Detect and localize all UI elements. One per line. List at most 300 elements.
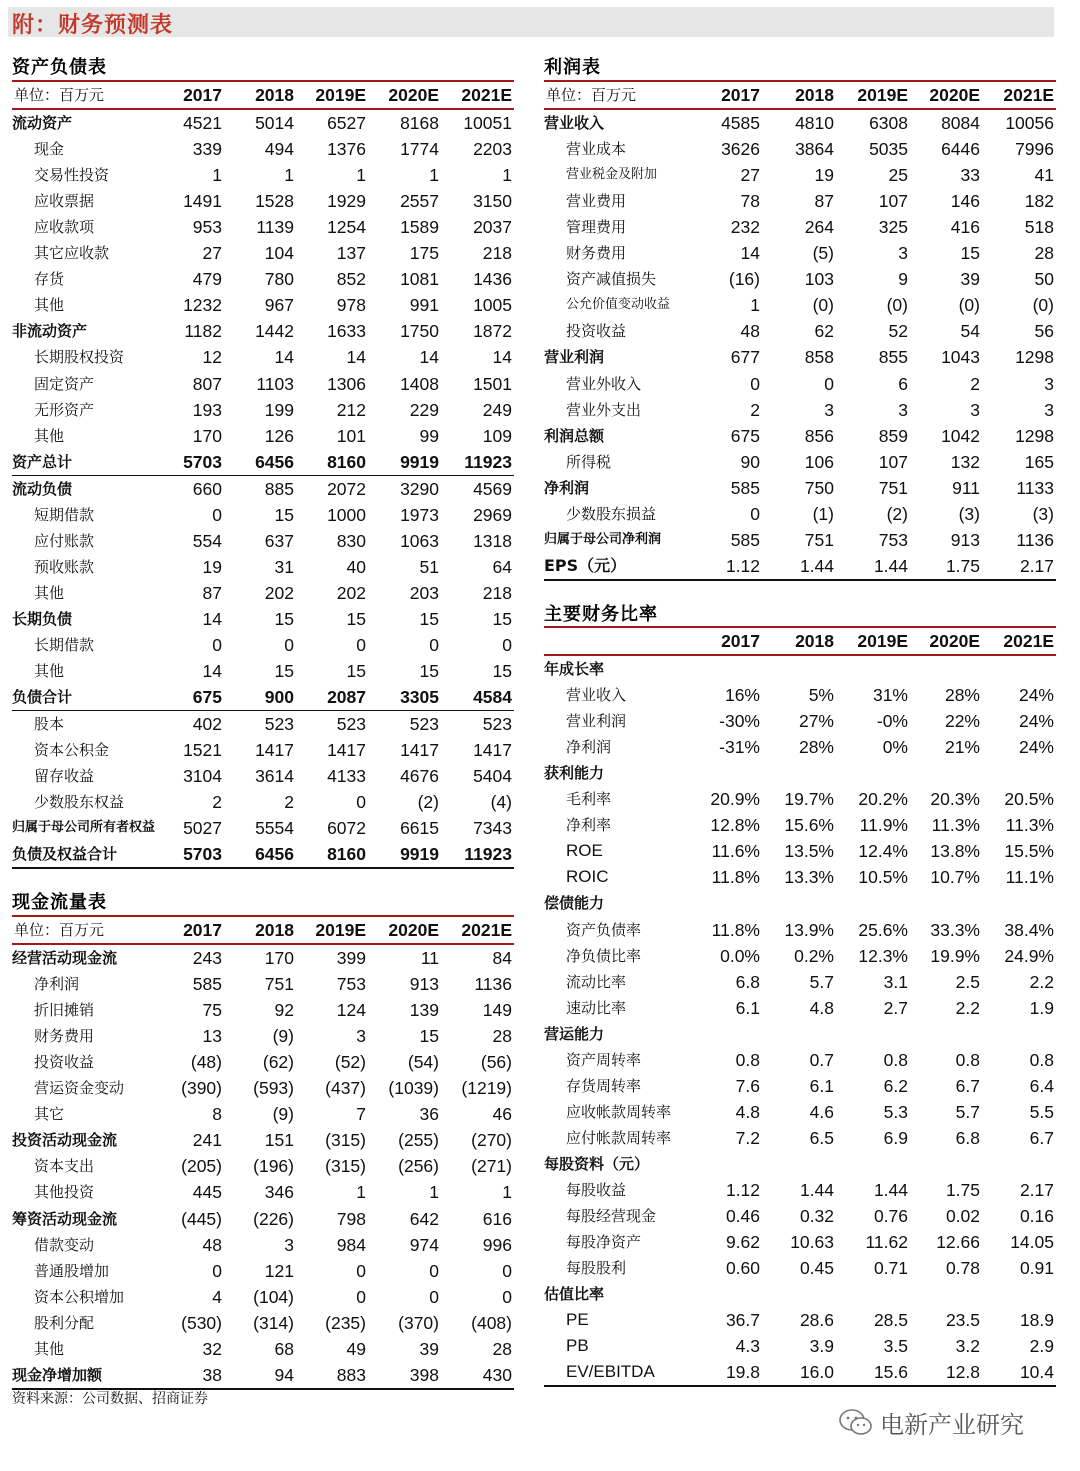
row-value: 1298: [1015, 347, 1054, 368]
row-value: 11.8%: [711, 919, 760, 940]
row-value: 12.3%: [858, 945, 908, 966]
header-year: 2021E: [1003, 85, 1054, 105]
row-value: 0.8: [883, 1049, 908, 1070]
row-label: 资本支出: [34, 1157, 95, 1176]
row-value: 1.44: [873, 1179, 908, 1200]
row-value: 14: [492, 347, 512, 368]
table-row: [544, 812, 1056, 838]
row-value: 24%: [1018, 685, 1054, 706]
header-year: 2017: [183, 85, 222, 105]
row-value: 6456: [255, 451, 294, 472]
row-value: (16): [728, 269, 760, 290]
row-label: 流动负债: [12, 479, 73, 498]
row-value: 1306: [327, 373, 366, 394]
table-row: [12, 737, 514, 763]
row-value: 1: [429, 1182, 439, 1203]
row-label: 营业利润: [544, 348, 605, 367]
table-row: [12, 632, 514, 658]
row-value: (196): [253, 1156, 294, 1177]
row-value: 8160: [327, 451, 366, 472]
row-value: 36.7: [725, 1310, 760, 1331]
row-value: (48): [190, 1052, 222, 1073]
row-value: (2): [886, 503, 908, 524]
row-label: 折旧摊销: [34, 1001, 95, 1020]
row-label: 营业税金及附加: [566, 167, 658, 183]
row-label: 固定资产: [34, 374, 95, 393]
row-value: 175: [409, 243, 439, 264]
row-value: 1528: [255, 191, 294, 212]
row-label: EPS（元）: [544, 555, 627, 575]
row-value: (226): [253, 1208, 294, 1229]
row-value: 445: [192, 1182, 222, 1203]
row-value: (56): [480, 1052, 512, 1073]
table-row: [544, 1177, 1056, 1203]
table-row: [12, 240, 514, 266]
row-label: 应收帐款周转率: [566, 1102, 672, 1121]
row-value: 41: [1034, 165, 1054, 186]
row-value: 4584: [473, 687, 512, 708]
row-value: 51: [419, 556, 439, 577]
row-value: 2087: [327, 687, 366, 708]
table-row: [12, 1101, 514, 1127]
row-value: 0: [284, 634, 294, 655]
row-label: 获利能力: [544, 764, 605, 783]
row-value: 9919: [400, 451, 439, 472]
row-value: 16%: [724, 685, 760, 706]
row-value: 3: [1044, 373, 1054, 394]
row-value: 4569: [473, 478, 512, 499]
row-value: 2: [750, 399, 760, 420]
row-value: 1417: [327, 740, 366, 761]
row-value: 0.32: [799, 1206, 834, 1227]
table-row: [544, 1307, 1056, 1333]
row-value: 15: [346, 608, 366, 629]
header-year: 2018: [795, 631, 834, 651]
row-value: 39: [419, 1338, 439, 1359]
row-value: 1436: [473, 269, 512, 290]
row-value: 416: [950, 217, 980, 238]
row-value: 0: [502, 1286, 512, 1307]
header-year: 2021E: [461, 920, 512, 940]
table-row: [544, 501, 1056, 527]
row-value: 479: [192, 269, 222, 290]
row-value: 241: [192, 1130, 222, 1151]
ratios-title: 主要财务比率: [544, 604, 658, 625]
table-row: [544, 734, 1056, 760]
row-value: 3104: [183, 766, 222, 787]
row-value: 1103: [256, 373, 294, 394]
table-row: [544, 449, 1056, 475]
row-value: 7.6: [735, 1075, 760, 1096]
table-row: [544, 240, 1056, 266]
row-value: 3: [898, 243, 908, 264]
row-value: 16.0: [799, 1362, 834, 1383]
row-value: 6.7: [955, 1075, 980, 1096]
row-value: 798: [336, 1208, 366, 1229]
row-value: 0: [356, 634, 366, 655]
row-value: 585: [192, 974, 222, 995]
row-value: 523: [482, 714, 512, 735]
row-value: 24%: [1018, 737, 1054, 758]
row-value: 46: [492, 1104, 512, 1125]
source-note: 资料来源：公司数据、招商证券: [12, 1391, 208, 1407]
row-value: 101: [336, 425, 366, 446]
row-value: 151: [264, 1130, 294, 1151]
row-label: 应付帐款周转率: [566, 1128, 672, 1147]
row-label: 年成长率: [544, 660, 605, 679]
row-value: 1232: [183, 295, 222, 316]
row-value: 751: [264, 974, 294, 995]
row-value: (408): [471, 1312, 512, 1333]
row-value: 1973: [400, 504, 439, 525]
row-value: 1: [356, 1182, 366, 1203]
row-value: 10.7%: [930, 867, 980, 888]
row-value: 0: [212, 1260, 222, 1281]
row-value: 40: [346, 556, 366, 577]
row-value: (0): [812, 295, 834, 316]
table-row: [12, 162, 514, 188]
table-row: [12, 266, 514, 292]
row-value: 339: [192, 139, 222, 160]
row-value: 2.5: [955, 971, 980, 992]
row-value: 1.75: [945, 1179, 980, 1200]
row-value: 9: [898, 269, 908, 290]
ratios-table: [544, 626, 1056, 1387]
row-value: 494: [264, 139, 294, 160]
row-value: 1.44: [799, 1179, 834, 1200]
row-value: 1318: [473, 530, 512, 551]
row-label: 其他: [34, 583, 65, 602]
table-row: [544, 318, 1056, 344]
row-value: 1521: [183, 740, 222, 761]
header-year: 2020E: [929, 631, 980, 651]
row-value: 1254: [327, 217, 366, 238]
row-value: (3): [1032, 503, 1054, 524]
row-label: 资产总计: [12, 452, 73, 471]
row-label: 资产负债率: [566, 920, 642, 939]
header-year: 2020E: [388, 85, 439, 105]
row-value: 28%: [944, 685, 980, 706]
row-label: 流动比率: [566, 972, 627, 991]
row-value: 751: [878, 477, 908, 498]
row-value: 48: [740, 321, 760, 342]
table-row: [12, 1075, 514, 1101]
row-value: 165: [1024, 451, 1054, 472]
row-label: 毛利率: [566, 790, 612, 809]
table-row: [12, 528, 514, 554]
row-label: 普通股增加: [34, 1261, 110, 1280]
row-value: 6.1: [735, 997, 760, 1018]
row-label: 长期负债: [12, 609, 73, 628]
table-row: [544, 995, 1056, 1021]
table-row: [12, 1127, 514, 1153]
row-value: 38.4%: [1004, 919, 1054, 940]
header-year: 2018: [795, 85, 834, 105]
row-value: 585: [730, 477, 760, 498]
cashflow-title: 现金流量表: [12, 892, 107, 913]
row-value: 1: [502, 165, 512, 186]
table-row: [544, 1047, 1056, 1073]
table-row: [12, 188, 514, 214]
row-value: (445): [181, 1208, 222, 1229]
row-value: 1.44: [799, 555, 834, 576]
row-value: 33: [960, 165, 980, 186]
row-value: 0.78: [945, 1258, 980, 1279]
row-value: 13.9%: [784, 919, 834, 940]
row-value: 10051: [463, 113, 512, 134]
row-value: 5035: [869, 139, 908, 160]
row-value: 15.6%: [784, 815, 834, 836]
row-value: 84: [492, 948, 512, 969]
row-value: 996: [482, 1234, 512, 1255]
row-value: 14: [419, 347, 439, 368]
row-value: 12.4%: [858, 841, 908, 862]
row-value: 78: [740, 191, 760, 212]
row-value: 6.9: [883, 1127, 908, 1148]
row-label: 估值比率: [544, 1285, 605, 1304]
row-label: 归属于母公司所有者权益: [12, 820, 156, 836]
row-value: 10056: [1005, 113, 1054, 134]
row-value: 1: [212, 165, 222, 186]
row-label: 短期借款: [34, 505, 95, 524]
row-value: 11.9%: [859, 815, 908, 836]
banner-title: 附：财务预测表: [12, 13, 174, 38]
table-row: [544, 1099, 1056, 1125]
row-value: 967: [264, 295, 294, 316]
row-value: 1376: [327, 139, 366, 160]
row-value: 523: [264, 714, 294, 735]
table-row: [544, 890, 1056, 916]
row-value: 8084: [941, 113, 980, 134]
row-value: 1.44: [873, 555, 908, 576]
row-label: 其他投资: [34, 1183, 95, 1202]
row-value: (9): [272, 1104, 294, 1125]
row-label: 其他: [34, 662, 65, 681]
row-value: (9): [272, 1026, 294, 1047]
row-value: 20.5%: [1004, 789, 1054, 810]
row-value: 4810: [795, 113, 834, 134]
table-header: [544, 626, 1056, 656]
row-value: 13: [202, 1026, 222, 1047]
row-value: 4.8: [735, 1101, 760, 1122]
row-value: (390): [181, 1078, 222, 1099]
row-value: 92: [274, 1000, 294, 1021]
row-label: 其他: [34, 296, 65, 315]
row-value: 1.75: [945, 555, 980, 576]
header-year: 2019E: [315, 85, 366, 105]
table-row: [12, 1336, 514, 1362]
row-value: 23.5: [945, 1310, 980, 1331]
row-value: 1491: [183, 191, 222, 212]
row-value: (3): [958, 503, 980, 524]
row-value: 87: [202, 582, 222, 603]
row-value: 14: [346, 347, 366, 368]
row-value: 11.6%: [711, 841, 760, 862]
row-value: 68: [274, 1338, 294, 1359]
watermark: [838, 1405, 1024, 1444]
table-row: [544, 1229, 1056, 1255]
row-value: 28: [492, 1338, 512, 1359]
row-value: 4.8: [809, 997, 834, 1018]
row-label: 应收票据: [34, 192, 95, 211]
row-value: 1417: [473, 740, 512, 761]
row-value: (593): [253, 1078, 294, 1099]
row-value: 0: [750, 503, 760, 524]
row-label: 投资活动现金流: [12, 1131, 118, 1150]
row-value: 0.8: [735, 1049, 760, 1070]
table-row: [544, 475, 1056, 501]
row-value: 49: [346, 1338, 366, 1359]
header-unit-label: 单位：百万元: [546, 86, 637, 104]
row-value: 9919: [400, 844, 439, 865]
row-value: 170: [192, 425, 222, 446]
row-value: 3614: [255, 766, 294, 787]
table-row: [12, 502, 514, 528]
row-label: 其他: [34, 426, 65, 445]
table-row: [544, 110, 1056, 136]
row-value: 6308: [869, 113, 908, 134]
row-label: 每股经营现金: [566, 1207, 657, 1226]
row-value: 885: [264, 478, 294, 499]
row-value: 2.2: [955, 997, 980, 1018]
row-label: 无形资产: [34, 400, 95, 419]
row-value: 2037: [473, 217, 512, 238]
row-label: 非流动资产: [12, 322, 88, 341]
row-label: 营业外支出: [566, 400, 642, 419]
balance-sheet-title: 资产负债表: [12, 57, 107, 78]
row-label: PB: [566, 1336, 589, 1356]
table-header: [12, 80, 514, 110]
row-value: 87: [814, 191, 834, 212]
row-value: 15: [274, 504, 294, 525]
row-value: 139: [409, 1000, 439, 1021]
row-value: 753: [336, 974, 366, 995]
header-year: 2018: [255, 85, 294, 105]
row-value: 90: [740, 451, 760, 472]
row-label: 每股收益: [566, 1180, 627, 1199]
row-value: 3305: [400, 687, 439, 708]
row-value: 402: [192, 714, 222, 735]
table-row: [12, 1258, 514, 1284]
row-value: 1929: [327, 191, 366, 212]
row-value: 5554: [255, 818, 294, 839]
row-value: 991: [409, 295, 439, 316]
row-label: 财务费用: [566, 244, 627, 263]
row-label: 借款变动: [34, 1235, 95, 1254]
row-label: 营运资金变动: [34, 1079, 125, 1098]
row-value: 518: [1024, 217, 1054, 238]
header-year: 2021E: [461, 85, 512, 105]
row-value: 27: [740, 165, 760, 186]
row-value: 856: [804, 425, 834, 446]
row-value: 3: [1044, 399, 1054, 420]
row-label: 管理费用: [566, 218, 627, 237]
row-value: 900: [264, 687, 294, 708]
row-value: (54): [407, 1052, 439, 1073]
row-value: 0: [212, 634, 222, 655]
row-value: 753: [878, 529, 908, 550]
row-label: 所得税: [566, 452, 612, 471]
row-value: 2557: [400, 191, 439, 212]
row-value: 0.0%: [720, 945, 760, 966]
row-label: 交易性投资: [34, 166, 110, 185]
row-value: 2.7: [883, 997, 908, 1018]
row-value: 15: [346, 661, 366, 682]
row-value: 12.66: [936, 1232, 980, 1253]
row-label: ROE: [566, 841, 603, 861]
row-label: 资产周转率: [566, 1050, 642, 1069]
row-value: 25.6%: [858, 919, 908, 940]
row-value: 170: [264, 948, 294, 969]
row-value: 12.8: [945, 1362, 980, 1383]
table-row: [544, 656, 1056, 682]
row-label: 其它应收款: [34, 244, 110, 263]
table-row: [544, 1255, 1056, 1281]
row-value: 0%: [882, 737, 908, 758]
table-row: [12, 945, 514, 971]
table-row: [12, 606, 514, 632]
row-value: 218: [482, 243, 512, 264]
row-value: 2: [970, 373, 980, 394]
row-value: 1589: [400, 217, 439, 238]
row-value: 523: [336, 714, 366, 735]
row-value: -31%: [719, 737, 760, 758]
row-value: 3: [970, 399, 980, 420]
table-row: [12, 1284, 514, 1310]
row-label: 经营活动现金流: [12, 949, 118, 968]
row-value: 24.9%: [1004, 945, 1054, 966]
table-row: [544, 423, 1056, 449]
row-value: 1136: [1016, 529, 1054, 550]
row-value: 616: [482, 1208, 512, 1229]
row-value: 0.16: [1019, 1206, 1054, 1227]
row-label: 营业利润: [566, 712, 627, 731]
table-row: [12, 110, 514, 136]
header-unit-label: 单位：百万元: [14, 86, 105, 104]
row-value: 27%: [798, 711, 834, 732]
table-row: [544, 864, 1056, 890]
row-label: 归属于母公司净利润: [544, 531, 662, 547]
row-value: 15: [960, 243, 980, 264]
cashflow-table: [12, 915, 514, 1390]
row-value: 107: [878, 191, 908, 212]
row-value: 21%: [944, 737, 980, 758]
row-value: 1005: [473, 295, 512, 316]
row-value: (1219): [461, 1078, 512, 1099]
table-row: [12, 997, 514, 1023]
row-value: 1043: [941, 347, 980, 368]
row-value: 199: [264, 399, 294, 420]
header-year: 2020E: [388, 920, 439, 940]
row-value: 0.46: [725, 1206, 760, 1227]
row-value: 31: [274, 556, 294, 577]
income-statement-title: 利润表: [544, 57, 601, 78]
row-value: (52): [334, 1052, 366, 1073]
row-value: 913: [409, 974, 439, 995]
row-label: 每股资料（元）: [544, 1154, 650, 1173]
row-label: 资产减值损失: [566, 270, 657, 289]
header-year: 2019E: [857, 631, 908, 651]
row-value: 0: [429, 1286, 439, 1307]
row-value: 13.8%: [930, 841, 980, 862]
table-row: [544, 397, 1056, 423]
row-label: 营运能力: [544, 1024, 605, 1043]
table-row: [544, 969, 1056, 995]
row-label: 其他: [34, 1339, 65, 1358]
row-value: 3.2: [955, 1336, 980, 1357]
row-label: 投资收益: [566, 322, 627, 341]
row-value: 4585: [721, 113, 760, 134]
